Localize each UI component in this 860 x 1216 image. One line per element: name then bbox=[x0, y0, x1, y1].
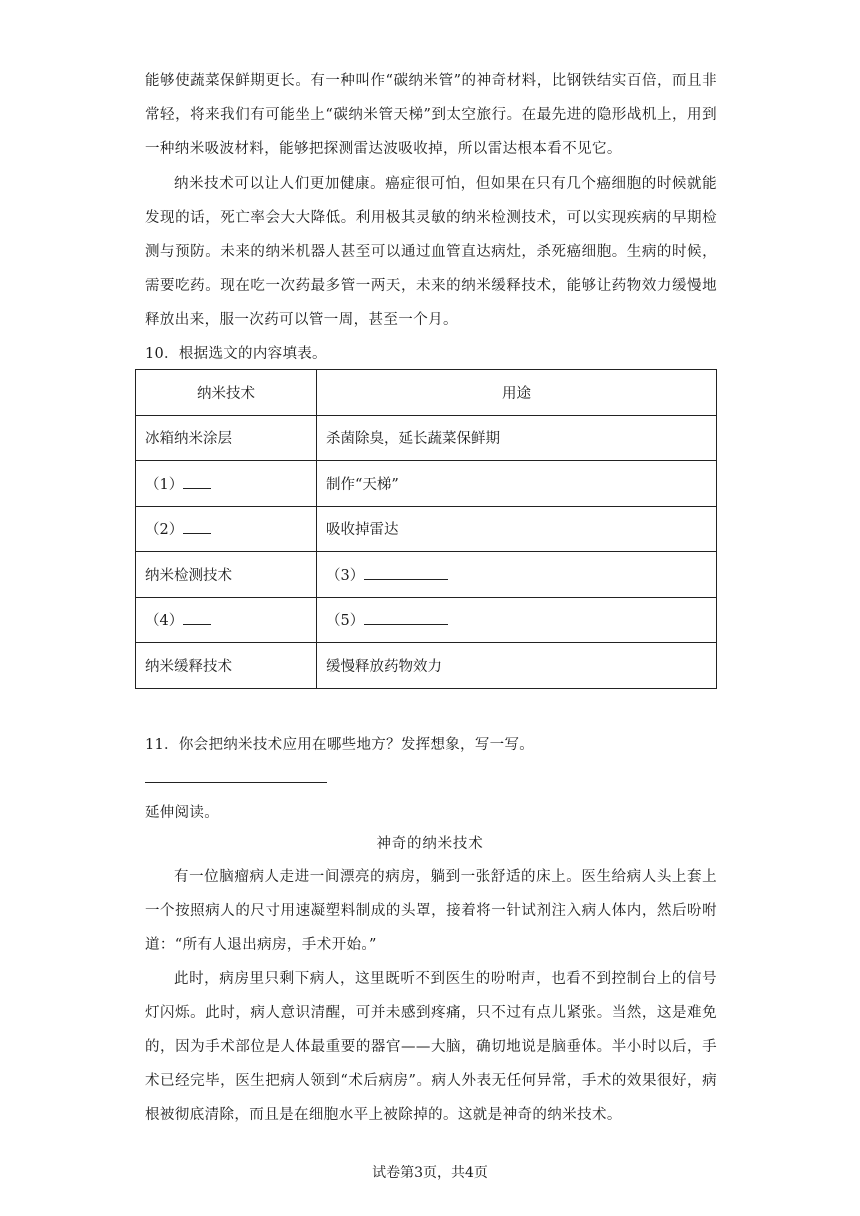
table-cell: 杀菌除臭，延长蔬菜保鲜期 bbox=[317, 415, 717, 461]
answer-blank-2[interactable] bbox=[183, 519, 211, 534]
table-cell: 纳米检测技术 bbox=[136, 552, 317, 598]
blank-label: （4） bbox=[145, 613, 184, 630]
answer-blank-3[interactable] bbox=[364, 565, 448, 580]
answer-blank-1[interactable] bbox=[183, 474, 211, 489]
article-paragraph-2: 此时，病房里只剩下病人，这里既听不到医生的吩咐声，也看不到控制台上的信号灯闪烁。此时，病人意识清醒，可并未感到疼痛，只不过有点儿紧张。当然，这是难免的，因为手术部位是人体最重要的器官——大脑，确切地说是脑垂体。半小时以后，手术已经完毕，医生把病人领到“术后病房”。病人外表无任何异常，手术的效果很好，病根被彻底清除，而且是在细胞水平上被除掉的。这就是神奇的纳米技术。 bbox=[145, 971, 717, 1123]
passage-paragraph-1: 能够使蔬菜保鲜期更长。有一种叫作“碳纳米管”的神奇材料，比钢铁结实百倍，而且非常轻，将来我们有可能坐上“碳纳米管天梯”到太空旅行。在最先进的隐形战机上，用到一种纳米吸波材料，能够把探测雷达波吸收掉，所以雷达根本看不见它。 bbox=[145, 73, 717, 157]
table-row bbox=[136, 415, 717, 461]
blank-label: （1） bbox=[145, 476, 184, 493]
table-cell: 制作“天梯” bbox=[317, 461, 717, 507]
passage-paragraph-2: 纳米技术可以让人们更加健康。癌症很可怕，但如果在只有几个癌细胞的时候就能发现的话，死亡率会大大降低。利用极其灵敏的纳米检测技术，可以实现疾病的早期检测与预防。未来的纳米机器人甚至可以通过血管直达病灶，杀死癌细胞。生病的时候，需要吃药。现在吃一次药最多管一两天，未来的纳米缓释技术，能够让药物效力缓慢地释放出来，服一次药可以管一周，甚至一个月。 bbox=[145, 176, 717, 328]
article-paragraph-1: 有一位脑瘤病人走进一间漂亮的病房，躺到一张舒适的床上。医生给病人头上套上一个按照病人的尺寸用速凝塑料制成的头罩，接着将一针试剂注入病人体内，然后吩咐道：“所有人退出病房，手术开始。” bbox=[145, 869, 717, 953]
table-header-use: 用途 bbox=[317, 370, 717, 416]
table-cell bbox=[136, 461, 317, 507]
table-row bbox=[136, 506, 717, 552]
table-cell bbox=[136, 506, 317, 552]
table-cell: 吸收掉雷达 bbox=[317, 506, 717, 552]
answer-blank-4[interactable] bbox=[183, 610, 211, 625]
table-cell bbox=[136, 597, 317, 643]
table-row bbox=[136, 552, 717, 598]
blank-label: （2） bbox=[145, 522, 184, 539]
article-title: 神奇的纳米技术 bbox=[376, 836, 484, 852]
table-cell: 纳米缓释技术 bbox=[136, 643, 317, 689]
table-cell: 冰箱纳米涂层 bbox=[136, 415, 317, 461]
table-cell bbox=[317, 552, 717, 598]
question-11-text: 11．你会把纳米技术应用在哪些地方？发挥想象，写一写。 bbox=[145, 737, 535, 753]
answer-line-q11[interactable] bbox=[145, 782, 327, 783]
table-row bbox=[136, 597, 717, 643]
table-header-tech: 纳米技术 bbox=[136, 370, 317, 416]
question-10-text: 10．根据选文的内容填表。 bbox=[145, 346, 327, 362]
fill-in-table bbox=[135, 369, 717, 689]
table-cell bbox=[317, 597, 717, 643]
blank-label: （5） bbox=[326, 613, 365, 630]
table-cell: 缓慢释放药物效力 bbox=[317, 643, 717, 689]
table-header-row bbox=[136, 370, 717, 416]
table-row bbox=[136, 461, 717, 507]
blank-label: （3） bbox=[326, 567, 365, 584]
extended-reading-label: 延伸阅读。 bbox=[145, 805, 219, 821]
answer-blank-5[interactable] bbox=[364, 610, 448, 625]
page-footer: 试卷第3页，共4页 bbox=[372, 1165, 488, 1181]
table-row bbox=[136, 643, 717, 689]
